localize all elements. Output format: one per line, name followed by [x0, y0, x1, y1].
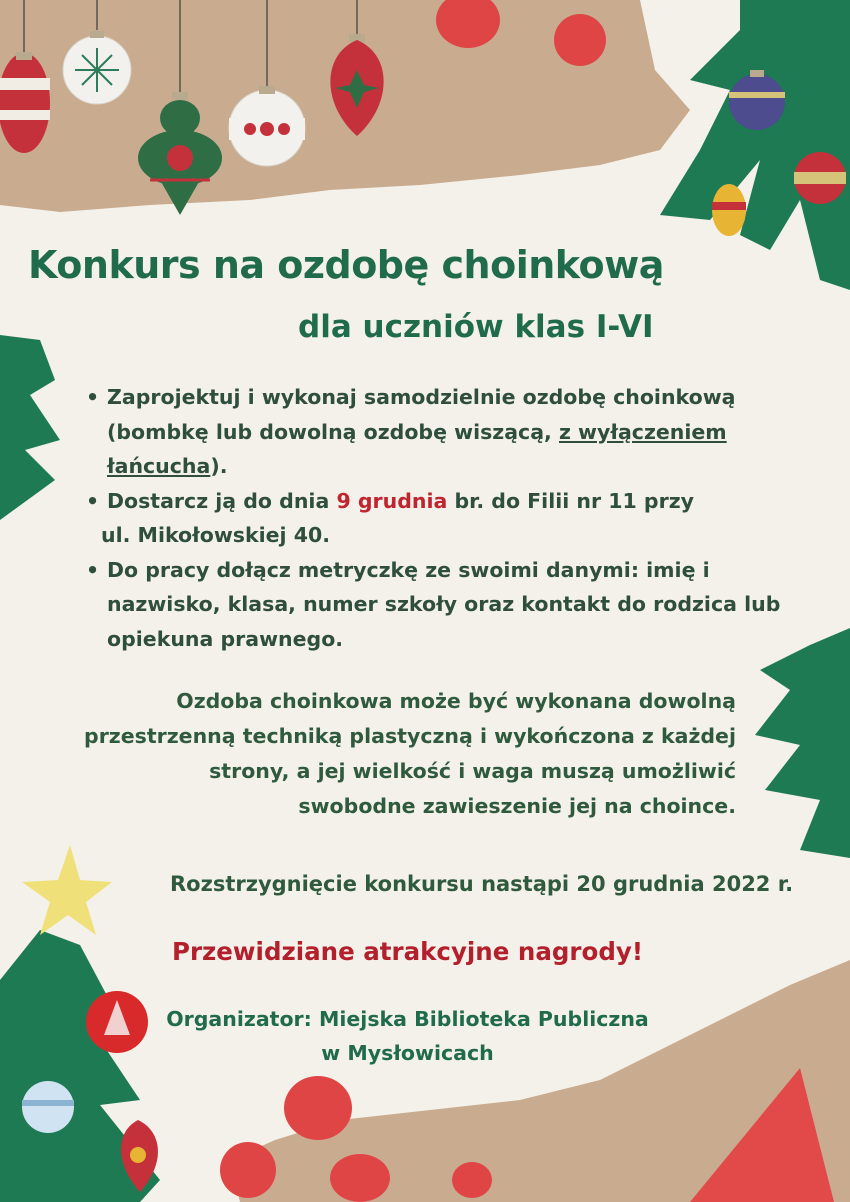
poster-title: Konkurs na ozdobę choinkową [28, 243, 664, 287]
rule-delivery-date: 9 grudnia [336, 488, 448, 513]
rule-delivery-before: Dostarcz ją do dnia [107, 488, 337, 513]
verdict-date: Rozstrzygnięcie konkursu nastąpi 20 grudnia 2022 r. [170, 872, 794, 896]
rule-design-text: Zaprojektuj i wykonaj samodzielnie ozdobę choinkową (bombkę lub dowolną ozdobę wiszącą, [107, 385, 736, 444]
organizer-line-2: w Mysłowicach [321, 1041, 494, 1065]
tree-fragment-right [755, 628, 850, 858]
poster-subtitle: dla uczniów klas I-VI [298, 309, 654, 345]
rules-list [86, 380, 826, 656]
description-line-4: swobodne zawieszenie jej na choince. [298, 794, 736, 818]
description-line-3: strony, a jej wielkość i waga muszą umożliwić [209, 759, 736, 783]
christmas-tree-top-right [660, 0, 850, 290]
prizes-announcement: Przewidziane atrakcyjne nagrody! [172, 937, 644, 966]
description [60, 684, 736, 824]
organizer-line-1: Organizator: Miejska Biblioteka Publiczna [166, 1007, 649, 1031]
rule-design-end: ). [210, 454, 228, 478]
rule-item-delivery [86, 484, 826, 553]
rule-delivery-address: ul. Mikołowskiej 40. [101, 523, 331, 547]
tree-fragment-left [0, 335, 60, 520]
rule-delivery-after: br. do Filii nr 11 przy [447, 488, 695, 513]
rule-item-design [86, 380, 826, 484]
description-line-2: przestrzenną techniką plastyczną i wykończona z każdej [84, 724, 736, 748]
star-icon [22, 845, 112, 935]
description-line-1: Ozdoba choinkowa może być wykonana dowolną [176, 689, 736, 713]
rule-item-metric: • Do pracy dołącz metryczkę ze swoimi danymi: imię i nazwisko, klasa, numer szkoły oraz kontakt do rodzica lub opiekuna prawnego. [86, 553, 826, 657]
rule-design-exclusion: z wyłączeniem łańcucha [107, 419, 727, 478]
organizer [160, 1002, 655, 1070]
